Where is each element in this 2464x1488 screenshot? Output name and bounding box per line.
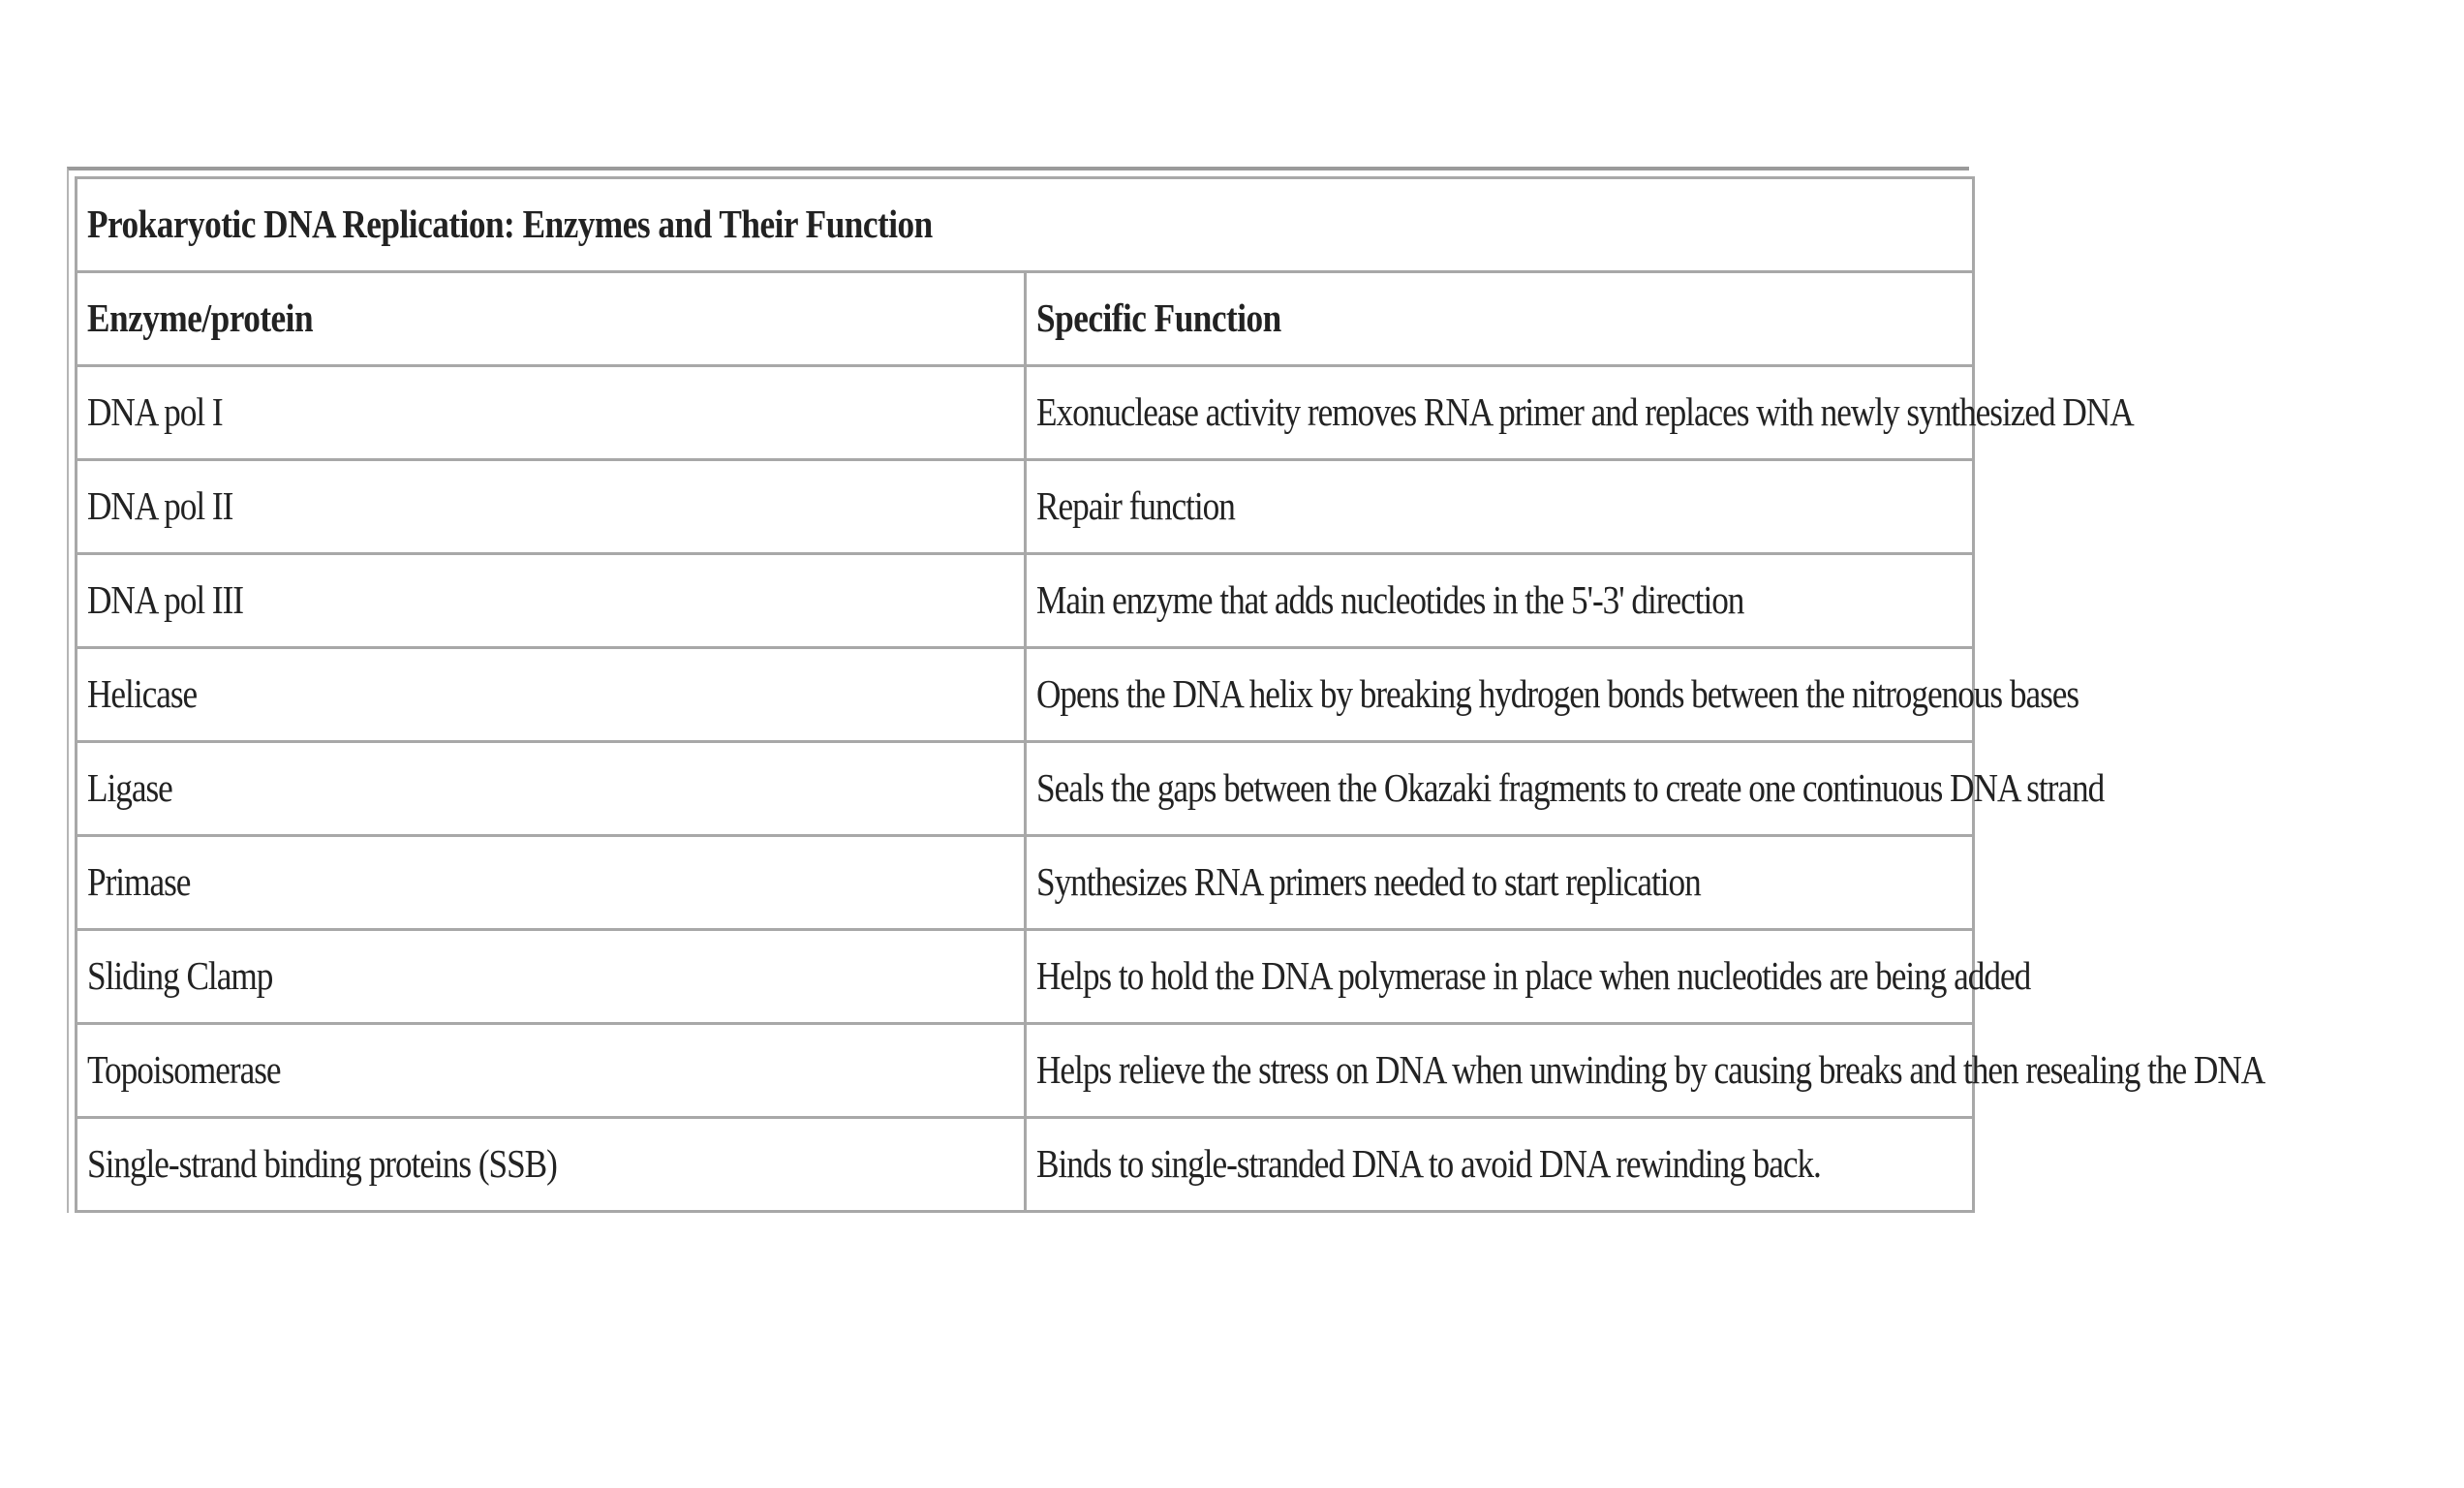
function-cell: Seals the gaps between the Okazaki fragments to create one continuous DNA strand [1025, 742, 1974, 836]
enzyme-cell: DNA pol I [77, 366, 1026, 460]
enzyme-cell: Helicase [77, 648, 1026, 742]
table-row [77, 554, 1974, 648]
enzyme-cell: DNA pol II [77, 460, 1026, 554]
table-row [77, 836, 1974, 930]
table-row [77, 366, 1974, 460]
function-cell: Binds to single-stranded DNA to avoid DNA rewinding back. [1025, 1118, 1974, 1212]
enzyme-cell: Sliding Clamp [77, 930, 1026, 1024]
table-title-row [77, 178, 1974, 272]
table-row [77, 742, 1974, 836]
enzyme-function-table [75, 176, 2264, 1213]
table-row [77, 930, 1974, 1024]
table-row [77, 1118, 1974, 1212]
function-cell: Exonuclease activity removes RNA primer and replaces with newly synthesized DNA [1025, 366, 1974, 460]
table-header-row [77, 272, 1974, 366]
table-title: Prokaryotic DNA Replication: Enzymes and Their Function [77, 178, 1974, 272]
enzyme-cell: DNA pol III [77, 554, 1026, 648]
enzyme-cell: Primase [77, 836, 1026, 930]
function-cell: Synthesizes RNA primers needed to start replication [1025, 836, 1974, 930]
function-cell: Opens the DNA helix by breaking hydrogen bonds between the nitrogenous bases [1025, 648, 1974, 742]
function-cell: Helps to hold the DNA polymerase in place when nucleotides are being added [1025, 930, 1974, 1024]
function-cell: Repair function [1025, 460, 1974, 554]
function-cell: Helps relieve the stress on DNA when unwinding by causing breaks and then resealing the DNA [1025, 1024, 1974, 1118]
enzyme-table-frame [67, 167, 2264, 1213]
table-row [77, 648, 1974, 742]
table-row [77, 460, 1974, 554]
enzyme-cell: Topoisomerase [77, 1024, 1026, 1118]
header-enzyme: Enzyme/protein [77, 272, 1026, 366]
table-row [77, 1024, 1974, 1118]
function-cell: Main enzyme that adds nucleotides in the 5'-3' direction [1025, 554, 1974, 648]
enzyme-cell: Ligase [77, 742, 1026, 836]
header-function: Specific Function [1025, 272, 1974, 366]
enzyme-cell: Single-strand binding proteins (SSB) [77, 1118, 1026, 1212]
